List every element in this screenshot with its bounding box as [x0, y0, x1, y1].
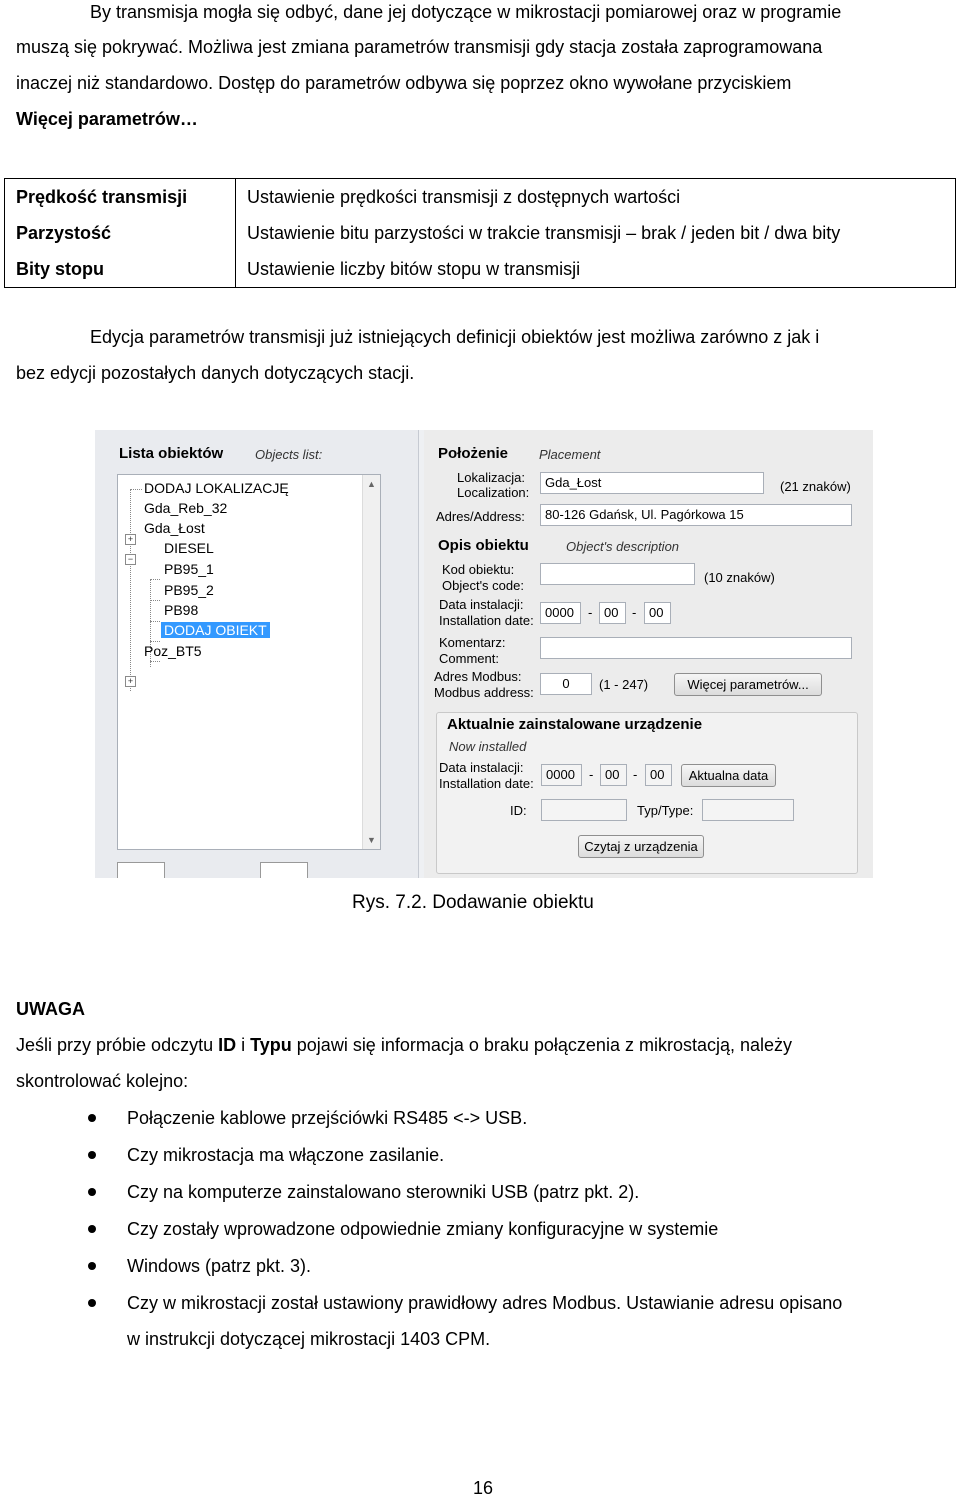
list-item: Połączenie kablowe przejściówki RS485 <-> USB.: [127, 1108, 528, 1128]
warning-text-part: i: [236, 1035, 251, 1055]
param-desc: Ustawienie liczby bitów stopu w transmisji: [236, 251, 956, 288]
list-item-continuation: w instrukcji dotyczącej mikrostacji 1403 CPM.: [127, 1329, 491, 1349]
warning-bold-id: ID: [218, 1035, 237, 1055]
param-name: Parzystość: [5, 215, 236, 251]
table-row: [5, 215, 956, 251]
inst-year-field: 0000: [541, 764, 582, 786]
modbus-range: (1 - 247): [599, 677, 649, 692]
tree-connector: [150, 579, 160, 580]
more-params-button[interactable]: Więcej parametrów...: [674, 673, 822, 696]
modbus-label: Adres Modbus:: [434, 669, 522, 684]
expand-plus-icon[interactable]: +: [125, 534, 136, 545]
table-row: [5, 179, 956, 216]
installed-title-en: Now installed: [449, 739, 527, 754]
tree-connector: [130, 489, 131, 691]
list-item: Czy w mikrostacji został ustawiony prawidłowy adres Modbus. Ustawianie adresu opisano: [127, 1293, 843, 1313]
comment-label-en: Comment:: [439, 651, 499, 666]
id-field: [541, 799, 627, 821]
warning-title: UWAGA: [16, 999, 85, 1019]
placement-title: Położenie: [438, 445, 509, 462]
modbus-label-en: Modbus address:: [434, 685, 534, 700]
bullet-icon: [88, 1299, 96, 1307]
id-label: ID:: [510, 803, 527, 818]
figure-caption: Rys. 7.2. Dodawanie obiektu: [352, 892, 594, 913]
localization-label: Localization:: [457, 485, 530, 500]
warning-text: [16, 1027, 792, 1063]
tree-item-selected[interactable]: DODAJ OBIEKT: [161, 622, 270, 638]
bullet-icon: [88, 1225, 96, 1233]
page-number: 16: [473, 1478, 494, 1498]
param-desc: Ustawienie bitu parzystości w trakcie transmisji – brak / jeden bit / dwa bity: [236, 215, 956, 251]
tree-connector: [130, 489, 142, 490]
warning-text-part: Jeśli przy próbie odczytu: [16, 1035, 219, 1055]
current-date-button[interactable]: Aktualna data: [681, 764, 776, 787]
table-row: [5, 251, 956, 288]
list-item: Czy na komputerze zainstalowano sterowniki USB (patrz pkt. 2).: [127, 1182, 640, 1202]
warning-line-1: [16, 1027, 953, 1063]
tree-item[interactable]: PB98: [164, 602, 199, 618]
tree-connector: [150, 661, 160, 662]
bullet-icon: [88, 1188, 96, 1196]
date-month-input[interactable]: 00: [599, 602, 626, 624]
tree-connector: [150, 621, 160, 622]
list-item: Czy mikrostacja ma włączone zasilanie.: [127, 1145, 445, 1165]
warning-line-2: skontrolować kolejno:: [16, 1071, 189, 1091]
list-title: Lista obiektów: [119, 445, 224, 462]
edit-line-1: Edycja parametrów transmisji już istniejących definicji obiektów jest możliwa zarówno z jak i: [90, 327, 820, 347]
installed-title: Aktualnie zainstalowane urządzenie: [447, 716, 703, 733]
scroll-up-icon[interactable]: ▲: [367, 479, 376, 489]
type-field: [702, 799, 794, 821]
opis-title-en: Object's description: [566, 539, 680, 554]
warning-text-part: pojawi się informacja o braku połączenia z mikrostacją, należy: [291, 1035, 793, 1055]
param-name: Bity stopu: [5, 251, 236, 288]
data-inst-label: Data instalacji:: [439, 597, 524, 612]
bottom-control[interactable]: [260, 862, 308, 878]
lokalizacja-hint: (21 znaków): [780, 479, 851, 494]
edit-line-2: bez edycji pozostałych danych dotyczących stacji.: [16, 363, 415, 383]
tree-connector: [150, 600, 160, 601]
tree-item[interactable]: PB95_1: [164, 561, 214, 577]
komentarz-label: Komentarz:: [439, 635, 506, 650]
tree-item[interactable]: Gda_Łost: [144, 520, 205, 536]
inst-date-label: Data instalacji:: [439, 760, 524, 775]
date-dash: -: [633, 767, 638, 782]
tree-item[interactable]: Gda_Reb_32: [144, 500, 228, 516]
list-title-en: Objects list:: [255, 447, 323, 462]
expand-plus-icon[interactable]: +: [125, 676, 136, 687]
read-from-device-button[interactable]: Czytaj z urządzenia: [578, 835, 704, 858]
placement-title-en: Placement: [539, 447, 601, 462]
date-dash: -: [589, 767, 594, 782]
type-label: Typ/Type:: [637, 803, 694, 818]
modbus-input[interactable]: 0: [540, 673, 592, 695]
tree-connector: [150, 641, 160, 642]
data-inst-label-en: Installation date:: [439, 613, 534, 628]
inst-date-label-en: Installation date:: [439, 776, 534, 791]
bullet-icon: [88, 1262, 96, 1270]
tree-scrollbar[interactable]: [362, 475, 380, 849]
lokalizacja-label: Lokalizacja:: [457, 470, 525, 485]
bullet-icon: [88, 1114, 96, 1122]
intro-line-2: muszą się pokrywać. Możliwa jest zmiana parametrów transmisji gdy stacja została zaprogramowana: [16, 37, 823, 57]
tree-item[interactable]: PB95_2: [164, 582, 214, 598]
kod-label: Kod obiektu:: [442, 562, 515, 577]
adres-input[interactable]: 80-126 Gdańsk, Ul. Pagórkowa 15: [540, 504, 852, 526]
inst-day-field: 00: [645, 764, 672, 786]
tree-item[interactable]: DODAJ LOKALIZACJĘ: [144, 480, 289, 496]
intro-line-3: inaczej niż standardowo. Dostęp do parametrów odbywa się poprzez okno wywołane przyciskiem: [16, 73, 792, 93]
details-panel: [424, 430, 873, 878]
date-dash: -: [588, 605, 593, 620]
date-day-input[interactable]: 00: [644, 602, 671, 624]
kod-hint: (10 znaków): [704, 570, 775, 585]
objects-tree[interactable]: [117, 474, 381, 850]
screenshot-figure: [95, 430, 873, 878]
bottom-control[interactable]: [117, 862, 165, 878]
date-dash: -: [632, 605, 637, 620]
date-year-input[interactable]: 0000: [540, 602, 581, 624]
lokalizacja-input[interactable]: Gda_Łost: [540, 472, 764, 494]
bullet-icon: [88, 1151, 96, 1159]
param-name: Prędkość transmisji: [5, 179, 236, 216]
installed-device-group: [436, 712, 858, 874]
warning-bold-type: Typu: [250, 1035, 292, 1055]
adres-label: Adres/Address:: [436, 509, 525, 524]
komentarz-input[interactable]: [540, 637, 852, 659]
intro-line-1: By transmisja mogła się odbyć, dane jej dotyczące w mikrostacji pomiarowej oraz w programie: [90, 2, 842, 22]
params-table: [4, 178, 956, 288]
collapse-minus-icon[interactable]: −: [125, 554, 136, 565]
list-item: Windows (patrz pkt. 3).: [127, 1256, 312, 1276]
scroll-down-icon[interactable]: ▼: [367, 835, 376, 845]
kod-label-en: Object's code:: [442, 578, 524, 593]
param-desc: Ustawienie prędkości transmisji z dostępnych wartości: [236, 179, 956, 216]
opis-title: Opis obiektu: [438, 537, 529, 554]
objects-list-panel: [95, 430, 419, 878]
tree-item[interactable]: DIESEL: [164, 540, 214, 556]
list-item: Czy zostały wprowadzone odpowiednie zmiany konfiguracyjne w systemie: [127, 1219, 719, 1239]
tree-item[interactable]: Poz_BT5: [144, 643, 202, 659]
intro-line-4: Więcej parametrów…: [16, 109, 198, 129]
inst-month-field: 00: [600, 764, 627, 786]
kod-input[interactable]: [540, 563, 695, 585]
